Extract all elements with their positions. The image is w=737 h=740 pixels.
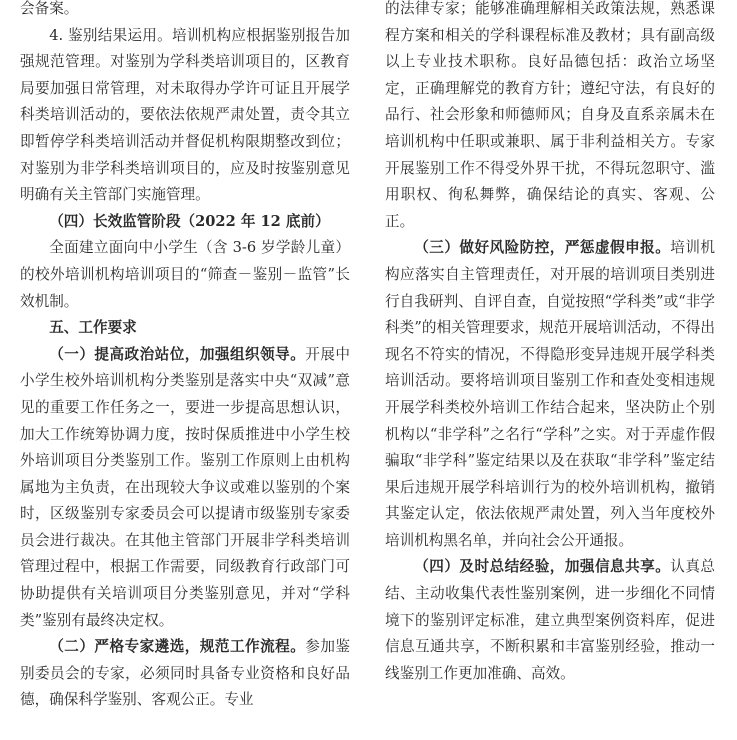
item-body-experience-sharing: 认真总结、主动收集代表性鉴别案例，进一步细化不同情境下的鉴别评定标准，建立典型案例资料库，促进信息互通共享，不断积累和丰富鉴别经验，推动一线鉴别工作更加准确、高效。 [385, 558, 715, 682]
paragraph-continuation: 会备案。 [20, 0, 79, 17]
paragraph-political-stance [20, 342, 350, 635]
left-column [20, 0, 350, 714]
paragraph-risk-control [385, 235, 715, 554]
subheading-long-term-supervision: （四）长效监管阶段（2022 年 12 底前） [49, 212, 330, 230]
paragraph-expert-selection [20, 634, 350, 714]
item-body-political-stance: 开展中小学生校外培训机构分类鉴别是落实中央“双减”意见的重要工作任务之一，要进一步提高思想认识，加大工作统筹协调力度，按时保质推进中小学生校外培训项目分类鉴别工作。鉴别工作原则上由机构属地为主负责，在出现较大争议或难以鉴别的个案时，区级鉴别专家委员会可以提请市级鉴别专家委员会进行裁决。在其他主管部门开展非学科类培训管理过程中，根据工作需要，同级教育行政部门可协助提供有关培训项目分类鉴别意见，并对“学科类”鉴别有最终决定权。 [20, 345, 350, 629]
item-title-political-stance: （一）提高政治站位，加强组织领导。 [49, 345, 306, 363]
item-title-experience-sharing: （四）及时总结经验，加强信息共享。 [414, 558, 671, 576]
item-body-risk-control: 培训机构应落实自主管理责任，对开展的培训项目类别进行自我研判、自评自查，自觉按照“学科类”或“非学科类”的相关管理要求，规范开展培训活动，不得出现名不符实的情况，不得隐形变异违规开展学科类培训活动。要将培训项目鉴别工作和查处变相违规开展学科类校外培训工作结合起来，坚决防止个别机构以“非学科”之名行“学科”之实。对于弄虚作假骗取“非学科”鉴定结果以及在获取“非学科”鉴定结果后违规开展学科培训行为的校外培训机构，撤销其鉴定认定，依法依规严肃处置，列入当年度校外培训机构黑名单，并向社会公开通报。 [385, 239, 715, 549]
paragraph-result-use: 4. 鉴别结果运用。培训机构应根据鉴别报告加强规范管理。对鉴别为学科类培训项目的，区教育局要加强日常管理，对未取得办学许可证且开展学科类培训活动的，要依法依规严肃处置，责令其立即暂停学科类培训活动并督促机构限期整改到位；对鉴别为非学科类培训项目的，应及时按鉴别意见明确有关主管部门实施管理。 [20, 26, 350, 204]
right-column [385, 0, 715, 687]
section-heading-work-requirements: 五、工作要求 [49, 319, 137, 337]
item-title-expert-selection: （二）严格专家遴选，规范工作流程。 [49, 638, 306, 656]
paragraph-continuation-experts: 的法律专家；能够准确理解相关政策法规，熟悉课程方案和相关的学科课程标准及教材；具有副高级以上专业技术职称。良好品德包括：政治立场坚定，正确理解党的教育方针；遵纪守法，有良好的品行、社会形象和师德师风；自身及直系亲属未在培训机构中任职或兼职、属于非利益相关方。专家开展鉴别工作不得受外界干扰，不得玩忽职守、滥用职权、徇私舞弊，确保结论的真实、客观、公正。 [385, 0, 715, 230]
item-title-risk-control: （三）做好风险防控，严惩虚假申报。 [414, 239, 671, 257]
paragraph-experience-sharing [385, 554, 715, 687]
item-body-expert-selection: 参加鉴别委员会的专家，必须同时具备专业资格和良好品德，确保科学鉴别、客观公正。专业 [20, 638, 350, 709]
paragraph-long-term-mechanism: 全面建立面向中小学生（含 3-6 岁学龄儿童）的校外培训机构培训项目的“筛查－鉴别－监管”长效机制。 [20, 239, 350, 310]
